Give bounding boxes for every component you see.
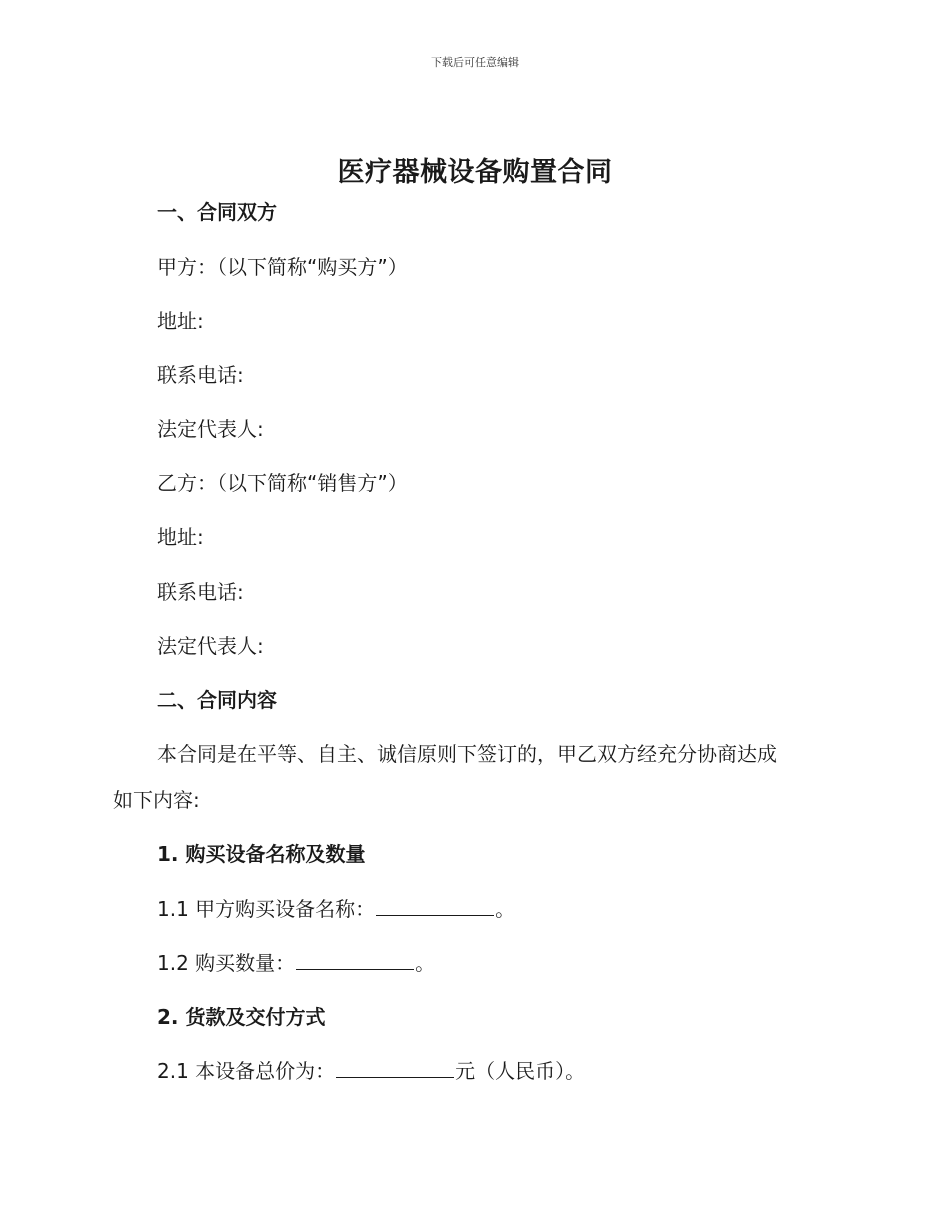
party-a-representative: 法定代表人: (157, 417, 264, 441)
item-2-1-label: 2.1 本设备总价为： (157, 1059, 336, 1083)
quantity-blank[interactable] (296, 949, 414, 970)
item-2-1 (157, 1057, 585, 1085)
document-title: 医疗器械设备购置合同 (337, 157, 613, 188)
party-a-phone: 联系电话: (157, 363, 244, 387)
item-1-1-suffix: 。 (495, 897, 516, 921)
equipment-name-blank[interactable] (376, 895, 494, 916)
total-price-blank[interactable] (336, 1057, 454, 1078)
item-1-2 (157, 949, 435, 977)
section1-heading: 一、合同双方 (157, 200, 277, 224)
subsection2-heading: 2. 货款及交付方式 (157, 1005, 326, 1029)
party-b-representative: 法定代表人: (157, 634, 264, 658)
item-2-1-suffix: 元（人民币）。 (455, 1059, 586, 1083)
party-b-line: 乙方：（以下简称“销售方”） (157, 471, 408, 495)
header-note: 下载后可任意编辑 (431, 56, 519, 69)
party-a-address: 地址: (157, 309, 204, 333)
item-1-1 (157, 895, 515, 923)
party-b-address: 地址: (157, 525, 204, 549)
item-1-2-label: 1.2 购买数量： (157, 951, 296, 975)
intro-paragraph-line1: 本合同是在平等、自主、诚信原则下签订的，甲乙双方经充分协商达成 (157, 742, 777, 766)
intro-paragraph-line2: 如下内容: (113, 788, 200, 812)
party-b-phone: 联系电话: (157, 580, 244, 604)
item-1-1-label: 1.1 甲方购买设备名称： (157, 897, 376, 921)
item-1-2-suffix: 。 (415, 951, 436, 975)
subsection1-heading: 1. 购买设备名称及数量 (157, 842, 366, 866)
section2-heading: 二、合同内容 (157, 688, 277, 712)
party-a-line: 甲方：（以下简称“购买方”） (157, 255, 408, 279)
